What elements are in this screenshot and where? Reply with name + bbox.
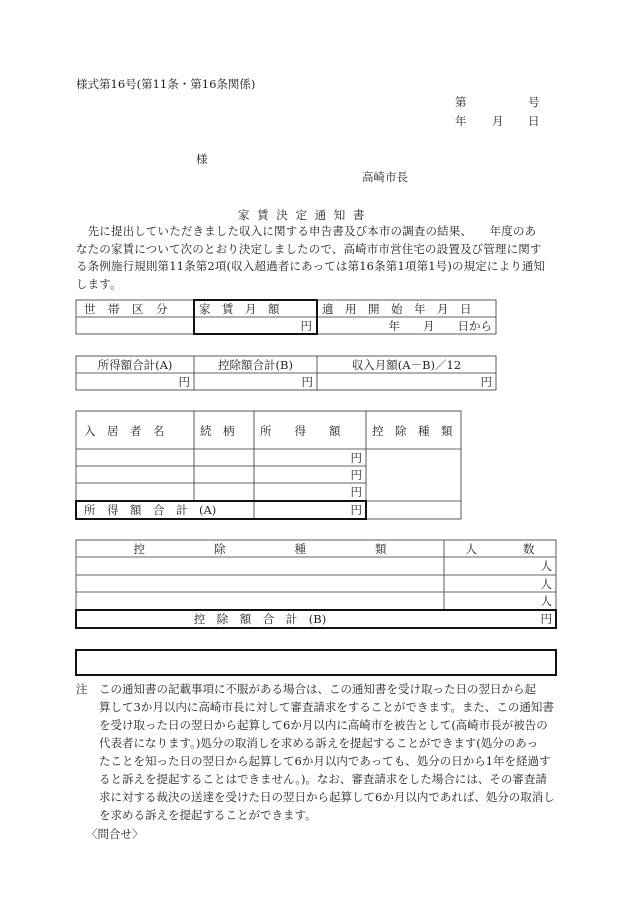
intro-line: る条例施行規則第11条第2項(収入超過者にあっては第16条第1項第1号)の規定により通知 (76, 259, 546, 273)
date-month: 月 (492, 114, 504, 128)
person-unit: 人 (540, 594, 552, 608)
note-line: ると訴えを提起することはできません。)。なお、審査請求をした場合には、その審査請 (76, 772, 547, 786)
form-label: 様式第16号(第11条・第16条関係) (76, 77, 256, 91)
col-start-date: 適 用 開 始 年 月 日 (322, 302, 472, 316)
intro-line: します。 (76, 276, 122, 291)
monthly-income-unit: 円 (480, 375, 492, 389)
note-line: たことを知った日の翌日から起算して6か月以内であっても、処分の日から1年を経過す (76, 754, 551, 768)
col-monthly-rent: 家 賃 月 額 (199, 302, 280, 316)
start-date-value: 年 月 日から (388, 319, 492, 333)
number-prefix: 第 (455, 95, 467, 109)
col-deduction-total: 控除額合計(B) (218, 358, 293, 372)
deduction-total-unit: 円 (301, 375, 313, 389)
date-year: 年 (455, 114, 467, 128)
note-line: 算して3か月以内に高崎市長に対して審査請求をすることができます。また、この通知書 (76, 700, 554, 714)
col-resident-name: 入 居 者 名 (84, 424, 165, 438)
income-total-unit: 円 (178, 375, 190, 389)
col-deduction-type: 控 除 種 類 (372, 424, 453, 438)
income-total-label: 所 得 額 合 計 (A) (84, 503, 217, 517)
income-total-unit: 円 (350, 503, 362, 517)
col-relationship: 続 柄 (200, 424, 235, 438)
rent-unit: 円 (300, 319, 312, 333)
col-monthly-income: 収入月額(A－B)／12 (351, 358, 462, 372)
intro-line: なたの家賃について次のとおり決定しましたので、高崎市市営住宅の設置及び管理に関す (76, 241, 542, 256)
intro-line: 先に提出していただきました収入に関する申告書及び本市の調査の結果、 年度のあ (76, 224, 537, 238)
col-person-count: 人 数 (465, 542, 535, 556)
income-unit: 円 (350, 485, 362, 499)
document-title: 家 賃 決 定 通 知 書 (238, 208, 367, 222)
addressee-suffix: 様 (196, 152, 208, 166)
date-day: 日 (528, 114, 540, 128)
col-household-class: 世 帯 区 分 (84, 302, 168, 316)
note-line: 代表者になります。)処分の取消しを求める訴えを提起することができます(処分のあっ (76, 736, 539, 750)
col-income-total: 所得額合計(A) (97, 358, 173, 372)
note-line: 注 この通知書の記載事項に不服がある場合は、この通知書を受け取った日の翌日から起 (76, 682, 536, 696)
note-line: を求める訴えを提起することができます。 (76, 808, 317, 822)
appeal-note (76, 680, 560, 824)
deduction-total-unit: 円 (540, 612, 552, 626)
note-line: を受け取った日の翌日から起算して6か月以内に高崎市を被告として(高崎市長が被告の (76, 718, 548, 732)
number-suffix: 号 (528, 95, 540, 109)
issuer: 高崎市長 (362, 170, 408, 184)
deduction-total-label: 控 除 額 合 計 (B) (193, 612, 327, 626)
col-deduction-kind: 控 除 種 類 (133, 542, 387, 556)
person-unit: 人 (540, 559, 552, 573)
inquiry-label: 〈問合せ〉 (86, 827, 144, 841)
person-unit: 人 (540, 577, 552, 591)
income-unit: 円 (350, 451, 362, 465)
note-line: 求に対する裁決の送達を受けた日の翌日から起算して6か月以内であれば、処分の取消し (76, 790, 555, 804)
income-unit: 円 (350, 468, 362, 482)
col-income: 所 得 額 (260, 424, 341, 438)
